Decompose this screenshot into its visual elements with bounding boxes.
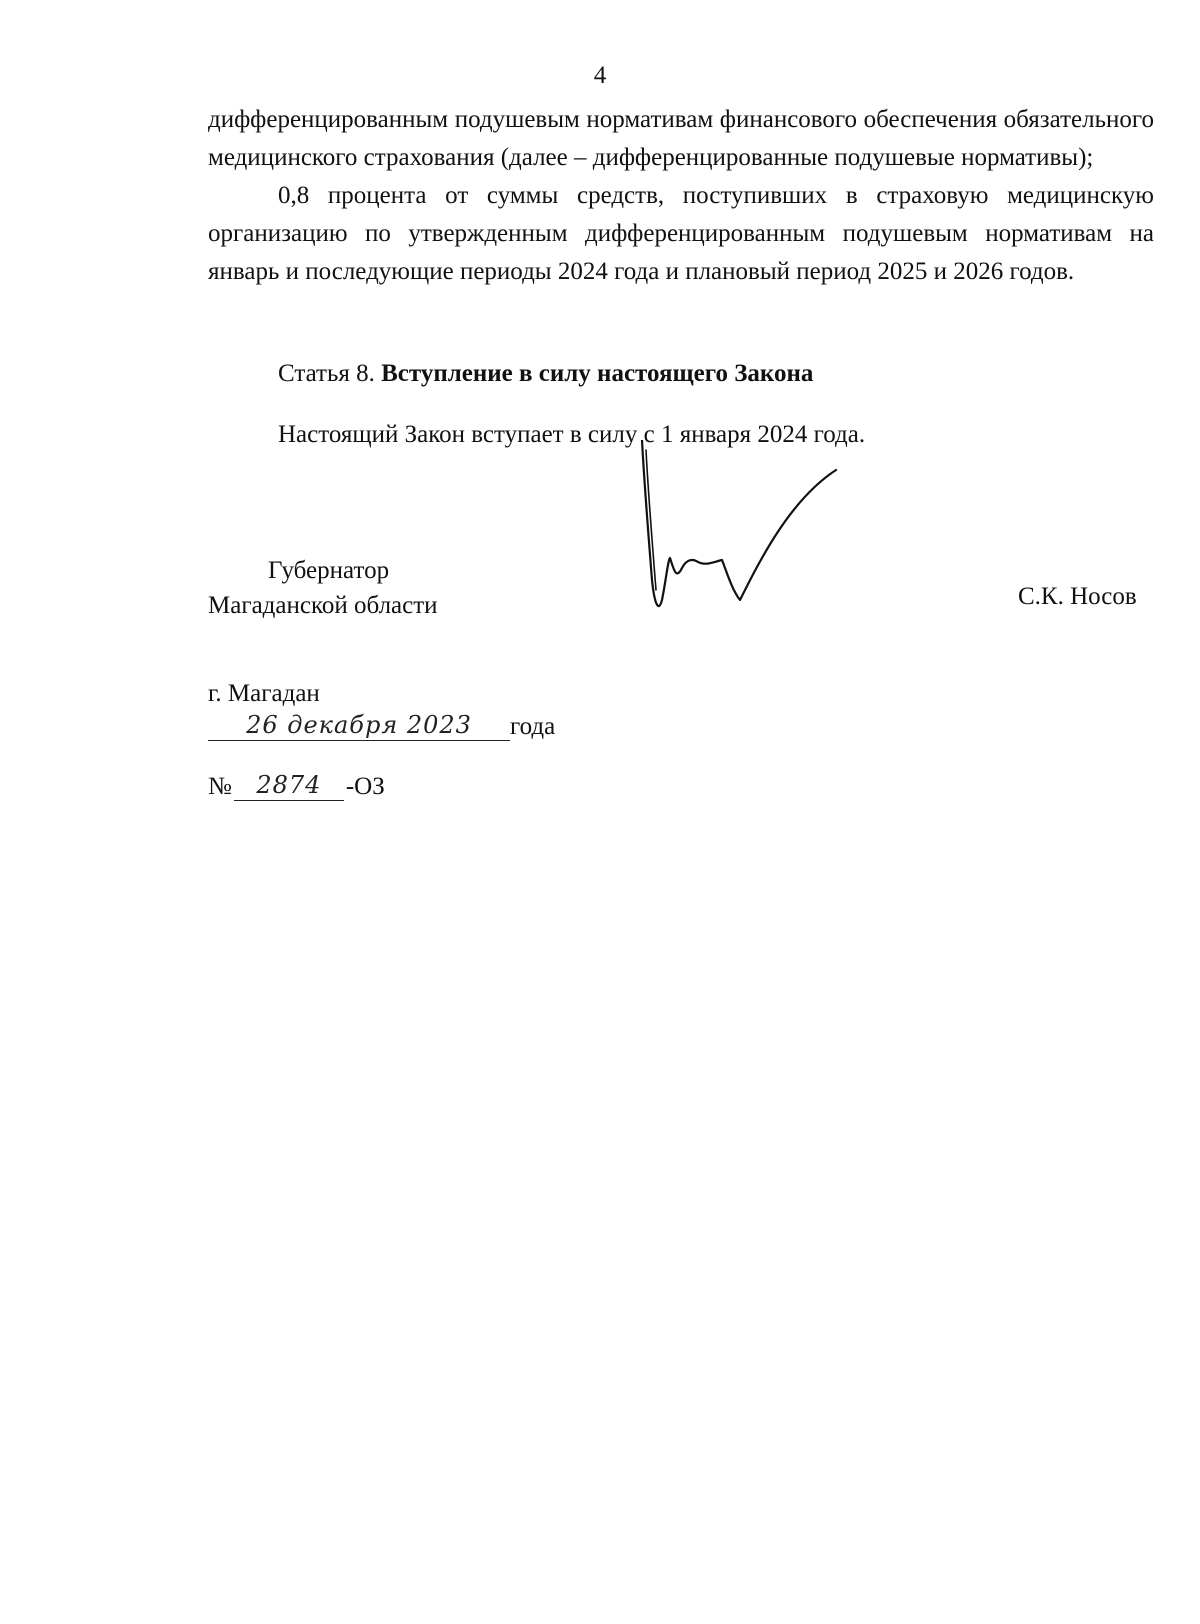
date-blank: [208, 710, 510, 741]
handwritten-number: 2874: [256, 771, 322, 799]
handwritten-signature: [640, 440, 880, 640]
page-number: 4: [593, 62, 607, 89]
date-suffix: года: [510, 713, 556, 740]
signer-name: С.К. Носов: [1018, 583, 1137, 610]
signer-title-line2: Магаданской области: [208, 592, 438, 619]
article-label: Статья 8.: [278, 360, 375, 387]
place-of-signing: г. Магадан: [208, 680, 320, 707]
signer-title-line1: Губернатор: [268, 557, 390, 584]
law-number: [208, 770, 385, 801]
signer-position: [208, 553, 438, 623]
article-heading: [278, 360, 813, 388]
paragraph-continued: дифференцированным подушевым нормативам финансового обеспечения обязательного медицинского страхования (далее – дифференцированные подушевые нормативы);: [208, 106, 1154, 171]
number-suffix: -ОЗ: [345, 773, 385, 800]
paragraph-percent: 0,8 процента от суммы средств, поступивших в страховую медицинскую организацию по утвержденным дифференцированным подушевым нормативам на январь и последующие периоды 2024 года и плановый период 2025 и 2026 годов.: [208, 182, 1154, 285]
article-title: Вступление в силу настоящего Закона: [381, 360, 814, 387]
effective-date-text: Настоящий Закон вступает в силу с 1 января 2024 года.: [278, 421, 866, 448]
number-prefix: №: [208, 773, 232, 800]
number-blank: [234, 770, 344, 801]
body-text: [208, 101, 1154, 291]
handwritten-date: 26 декабря 2023: [246, 711, 472, 739]
signing-date: [208, 710, 555, 741]
